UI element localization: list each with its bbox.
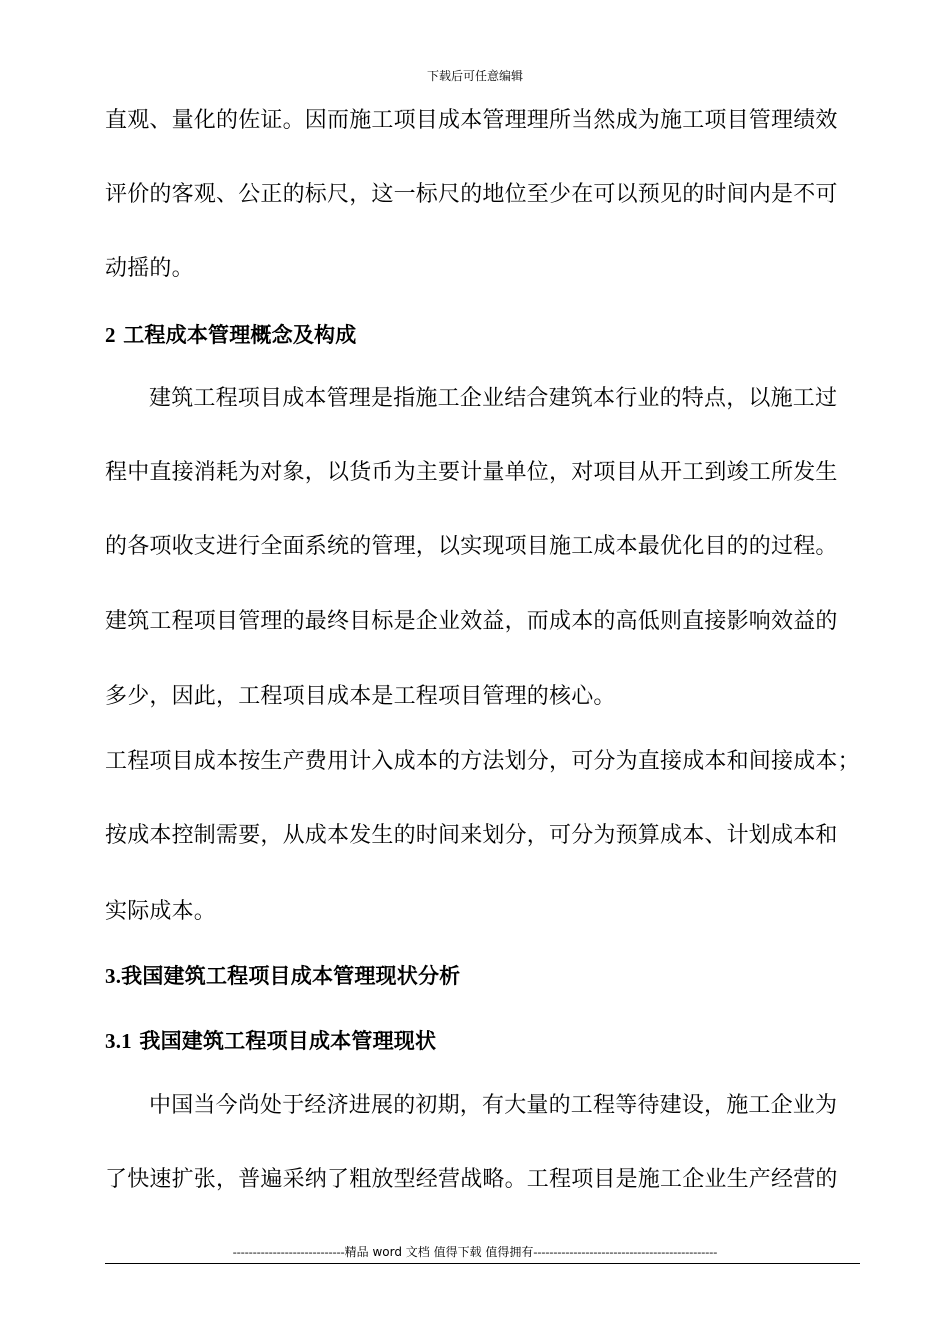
section-number: 3.1 <box>105 1029 132 1053</box>
section-heading-2 <box>105 320 875 350</box>
paragraph-line: 建筑工程项目管理的最终目标是企业效益，而成本的高低则直接影响效益的 <box>105 609 838 634</box>
footer-dashes-left: ---------------------------- <box>232 1245 345 1259</box>
paragraph-line: 动摇的。 <box>105 256 194 281</box>
paragraph-line: 按成本控制需要，从成本发生的时间来划分，可分为预算成本、计划成本和 <box>105 823 838 848</box>
paragraph-line: 中国当今尚处于经济进展的初期，有大量的工程等待建设，施工企业为 <box>149 1093 838 1118</box>
section-number: 2 <box>105 323 116 347</box>
paragraph-line: 多少，因此，工程项目成本是工程项目管理的核心。 <box>105 684 616 709</box>
paragraph-line: 建筑工程项目成本管理是指施工企业结合建筑本行业的特点，以施工过 <box>149 386 838 411</box>
paragraph-line: 工程项目成本按生产费用计入成本的方法划分，可分为直接成本和间接成本； <box>105 749 860 774</box>
paragraph-line: 的各项收支进行全面系统的管理，以实现项目施工成本最优化目的的过程。 <box>105 534 838 559</box>
paragraph-line: 直观、量化的佐证。因而施工项目成本管理理所当然成为施工项目管理绩效 <box>105 108 838 133</box>
page-footer <box>0 1244 950 1260</box>
section-title: 工程成本管理概念及构成 <box>123 323 357 347</box>
footer-text: 精品 word 文档 值得下载 值得拥有 <box>344 1245 534 1259</box>
page-header-note: 下载后可任意编辑 <box>426 69 523 83</box>
section-title: 我国建筑工程项目成本管理现状 <box>139 1029 437 1053</box>
paragraph-line: 评价的客观、公正的标尺，这一标尺的地位至少在可以预见的时间内是不可 <box>105 182 838 207</box>
paragraph-line: 实际成本。 <box>105 899 217 924</box>
footer-dashes-right: ---------------------------------------------- <box>533 1245 718 1259</box>
paragraph-line: 了快速扩张，普遍采纳了粗放型经营战略。工程项目是施工企业生产经营的 <box>105 1167 838 1192</box>
paragraph-line: 程中直接消耗为对象，以货币为主要计量单位，对项目从开工到竣工所发生 <box>105 460 838 485</box>
section-heading-3-1 <box>105 1026 875 1056</box>
section-number: 3. <box>105 964 122 988</box>
section-heading-3 <box>105 961 875 991</box>
footer-rule <box>105 1263 860 1264</box>
section-title: 我国建筑工程项目成本管理现状分析 <box>121 964 461 988</box>
